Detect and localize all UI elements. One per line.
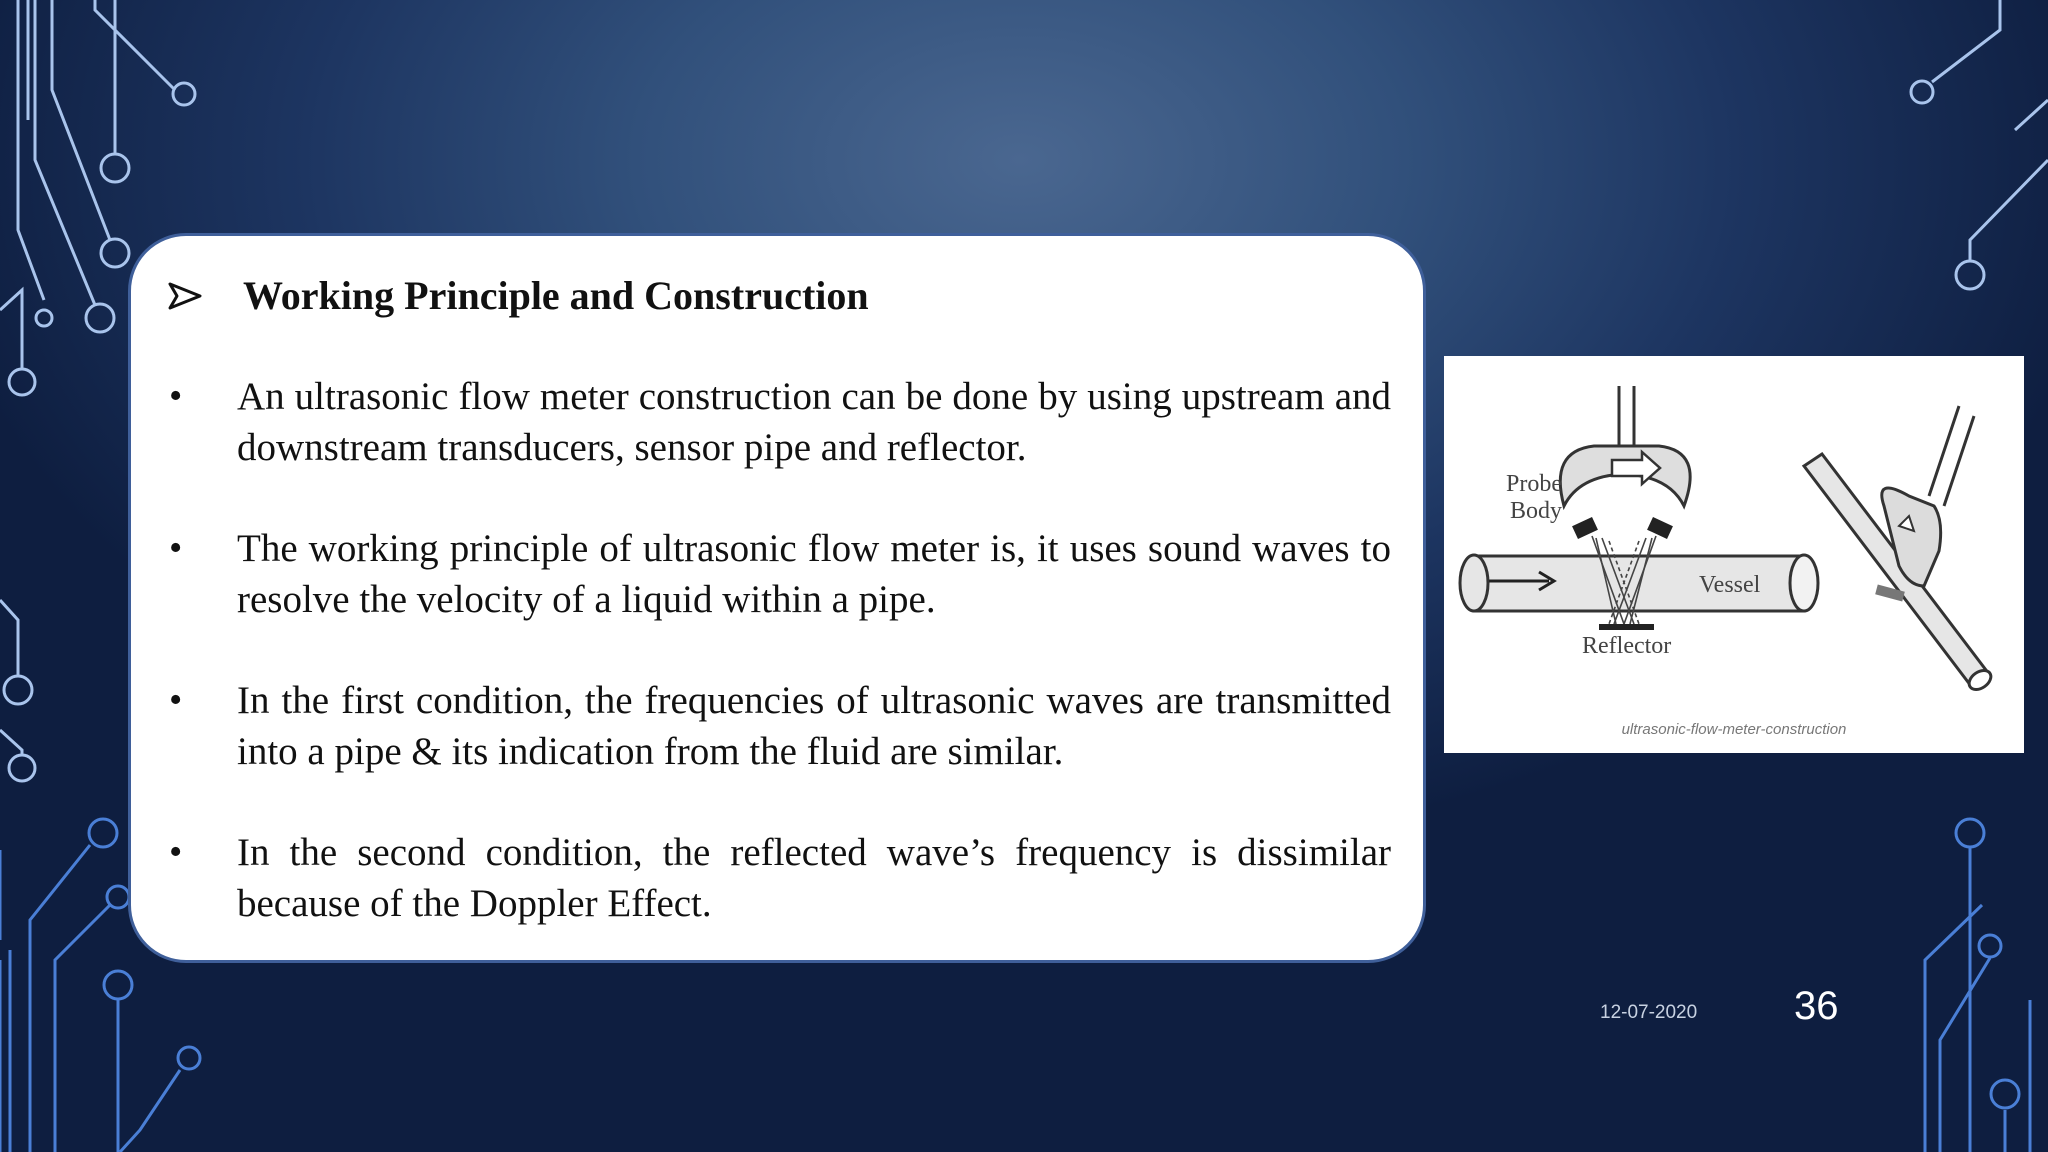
bullet-item: [167, 827, 1391, 929]
bullet-dot-icon: •: [169, 679, 183, 721]
reflector-plate: [1599, 624, 1654, 630]
content-box: [128, 233, 1426, 963]
slide-heading: Working Principle and Construction: [243, 273, 869, 318]
bullet-text: An ultrasonic flow meter construction can be done by using upstream and downstream transducers, sensor pipe and reflector.: [237, 375, 1391, 469]
heading-row: [167, 272, 869, 319]
slide-date: 12-07-2020: [1600, 1002, 1698, 1023]
arrowhead-bullet-icon: [167, 281, 203, 311]
label-reflector: Reflector: [1582, 633, 1672, 659]
clamp-pipe: [1804, 406, 1994, 693]
label-vessel: Vessel: [1699, 572, 1761, 598]
probe-body-shape: [1560, 446, 1690, 539]
slide-page-number: 36: [1794, 984, 1839, 1028]
flow-meter-diagram: [1444, 356, 2024, 753]
bullet-dot-icon: •: [169, 831, 183, 873]
bullet-list: [167, 371, 1391, 979]
label-body: Body: [1510, 498, 1563, 524]
figure-caption: ultrasonic-flow-meter-construction: [1621, 721, 1847, 738]
bullet-dot-icon: •: [169, 527, 183, 569]
label-probe: Probe: [1506, 471, 1562, 497]
bullet-text: The working principle of ultrasonic flow meter is, it uses sound waves to resolve the velocity of a liquid within a pipe.: [237, 527, 1391, 621]
flow-meter-figure: [1444, 356, 2024, 753]
bullet-dot-icon: •: [169, 375, 183, 417]
bullet-text: In the second condition, the reflected wave’s frequency is dissimilar because of the Doppler Effect.: [237, 831, 1391, 925]
bullet-text: In the first condition, the frequencies of ultrasonic waves are transmitted into a pipe & its indication from the fluid are similar.: [237, 679, 1391, 773]
bullet-item: [167, 371, 1391, 473]
bullet-item: [167, 523, 1391, 625]
bullet-item: [167, 675, 1391, 777]
